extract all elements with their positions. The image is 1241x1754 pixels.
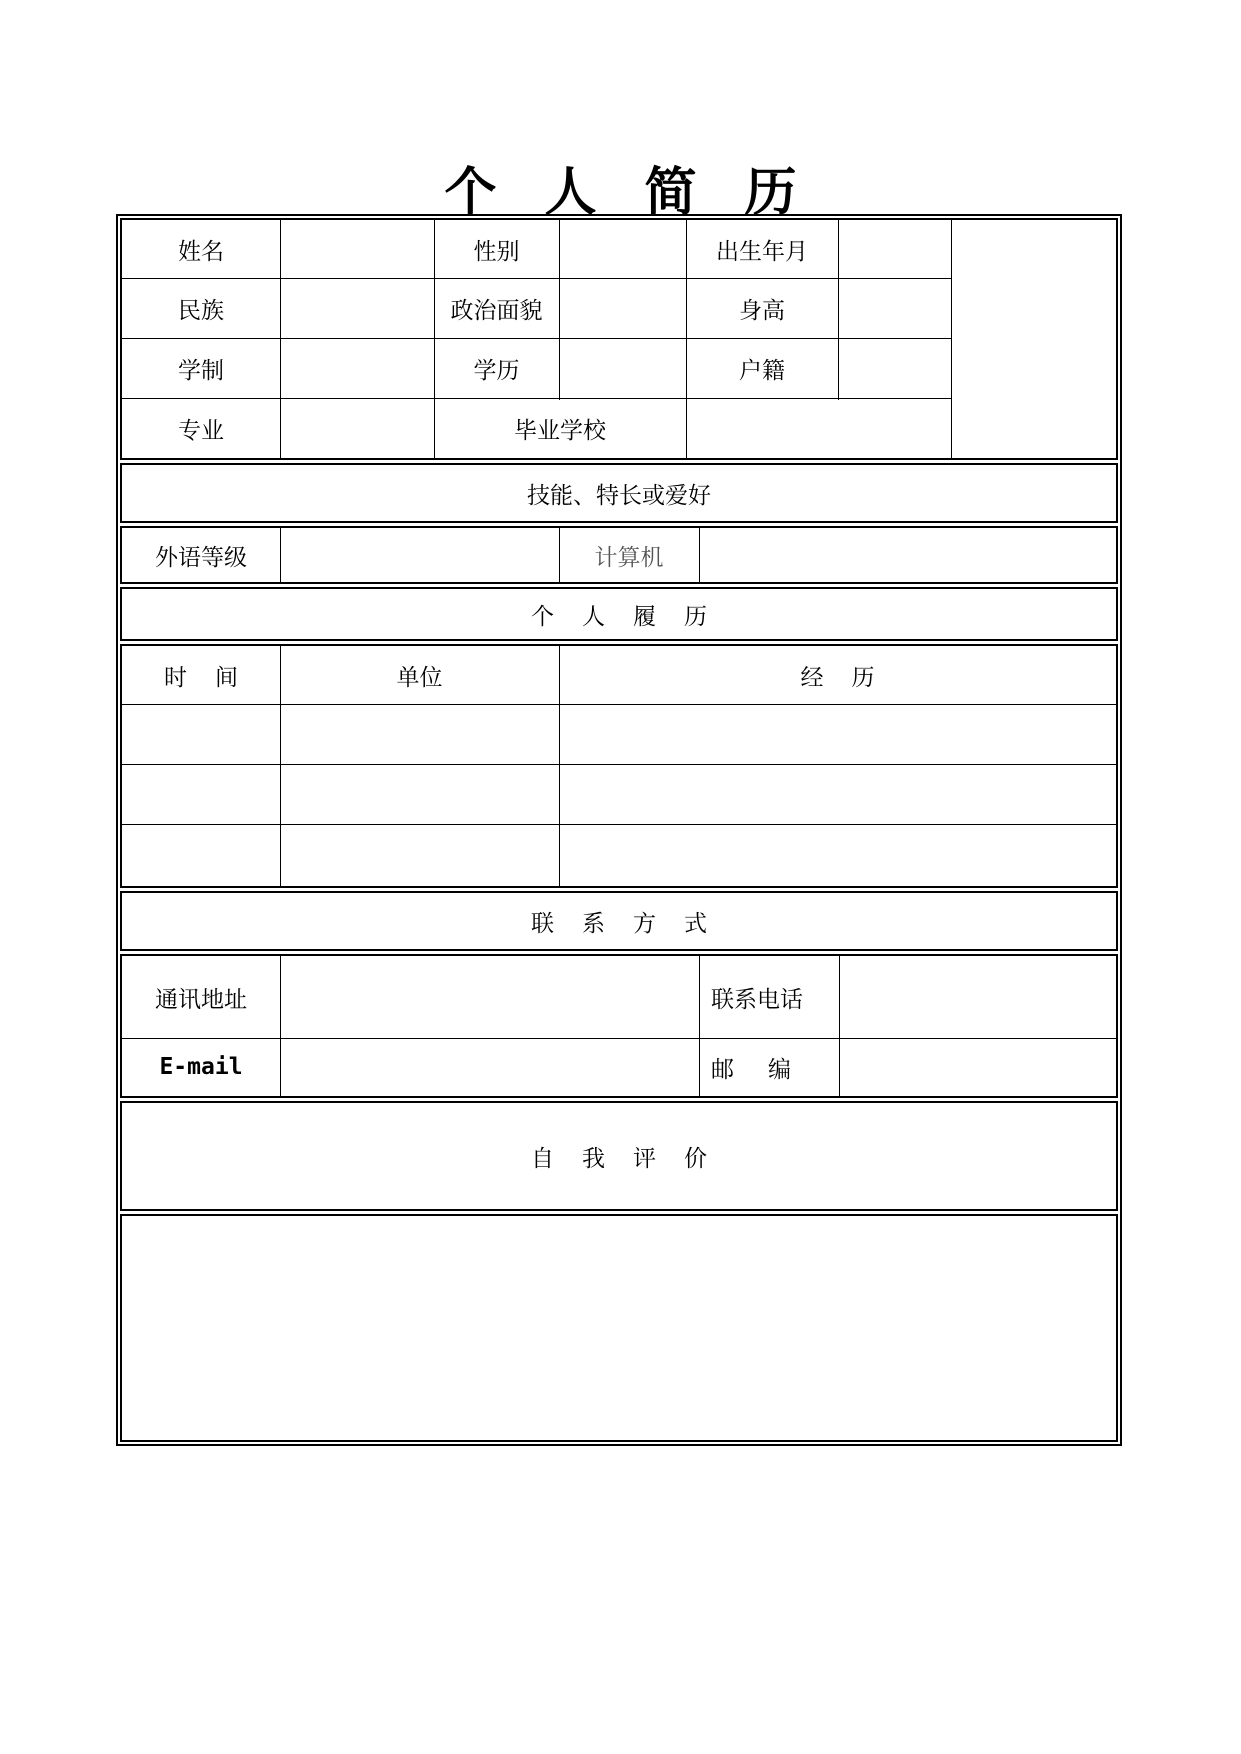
history-row-3-unit[interactable] xyxy=(280,824,559,886)
photo-area[interactable] xyxy=(951,220,1116,458)
height-label: 身高 xyxy=(739,297,785,324)
col-time-header: 时 间 xyxy=(164,664,238,691)
language-field[interactable] xyxy=(280,528,559,582)
page-title: 个 人 简 历 xyxy=(444,162,797,223)
height-field[interactable] xyxy=(838,278,951,338)
phone-label: 联系电话 xyxy=(711,986,803,1013)
contact-table xyxy=(120,954,1118,1098)
major-label: 专业 xyxy=(178,417,224,444)
history-row-3-experience[interactable] xyxy=(559,824,1116,886)
contact-heading: 联 系 方 式 xyxy=(531,910,707,937)
ethnicity-field[interactable] xyxy=(280,278,434,338)
history-row-2-experience[interactable] xyxy=(559,764,1116,824)
col-unit-header: 单位 xyxy=(396,664,443,691)
history-heading-section xyxy=(120,587,1118,641)
basic-info-section xyxy=(120,218,1118,460)
history-row-2-time[interactable] xyxy=(122,764,280,824)
computer-label: 计算机 xyxy=(594,544,664,571)
duration-label: 学制 xyxy=(178,357,224,384)
education-field[interactable] xyxy=(559,338,686,398)
school-field[interactable] xyxy=(686,398,951,458)
email-field[interactable] xyxy=(280,1038,699,1096)
self-eval-heading-section xyxy=(120,1101,1118,1211)
history-row-3-time[interactable] xyxy=(122,824,280,886)
skills-heading: 技能、特长或爱好 xyxy=(527,482,711,509)
history-row-2-unit[interactable] xyxy=(280,764,559,824)
history-table xyxy=(120,644,1118,888)
computer-field[interactable] xyxy=(699,528,1116,582)
language-label: 外语等级 xyxy=(155,544,247,571)
major-field[interactable] xyxy=(280,398,434,458)
self-eval-heading: 自 我 评 价 xyxy=(531,1145,707,1172)
address-label: 通讯地址 xyxy=(155,986,247,1013)
skills-heading-section xyxy=(120,463,1118,523)
history-row-1-experience[interactable] xyxy=(559,704,1116,764)
zip-field[interactable] xyxy=(839,1038,1116,1096)
self-eval-content-section xyxy=(120,1214,1118,1442)
ethnicity-label: 民族 xyxy=(178,297,224,324)
history-row-1-time[interactable] xyxy=(122,704,280,764)
gender-field[interactable] xyxy=(559,220,686,278)
birth-field[interactable] xyxy=(838,220,951,278)
duration-field[interactable] xyxy=(280,338,434,398)
email-label: E-mail xyxy=(159,1054,243,1080)
self-eval-field[interactable] xyxy=(122,1216,1116,1440)
name-field[interactable] xyxy=(280,220,434,278)
phone-field[interactable] xyxy=(839,956,1116,1038)
history-heading: 个 人 履 历 xyxy=(531,603,707,630)
skills-detail-section xyxy=(120,526,1118,584)
hukou-field[interactable] xyxy=(838,338,951,398)
name-label: 姓名 xyxy=(178,238,224,265)
gender-label: 性别 xyxy=(473,238,520,265)
zip-label: 邮 编 xyxy=(711,1056,791,1083)
history-row-1-unit[interactable] xyxy=(280,704,559,764)
contact-heading-section xyxy=(120,891,1118,951)
school-label: 毕业学校 xyxy=(514,417,606,444)
education-label: 学历 xyxy=(473,357,520,384)
col-experience-header: 经 历 xyxy=(800,664,875,691)
political-label: 政治面貌 xyxy=(450,297,543,324)
hukou-label: 户籍 xyxy=(739,357,785,384)
address-field[interactable] xyxy=(280,956,699,1038)
birth-label: 出生年月 xyxy=(716,238,808,265)
political-field[interactable] xyxy=(559,278,686,338)
